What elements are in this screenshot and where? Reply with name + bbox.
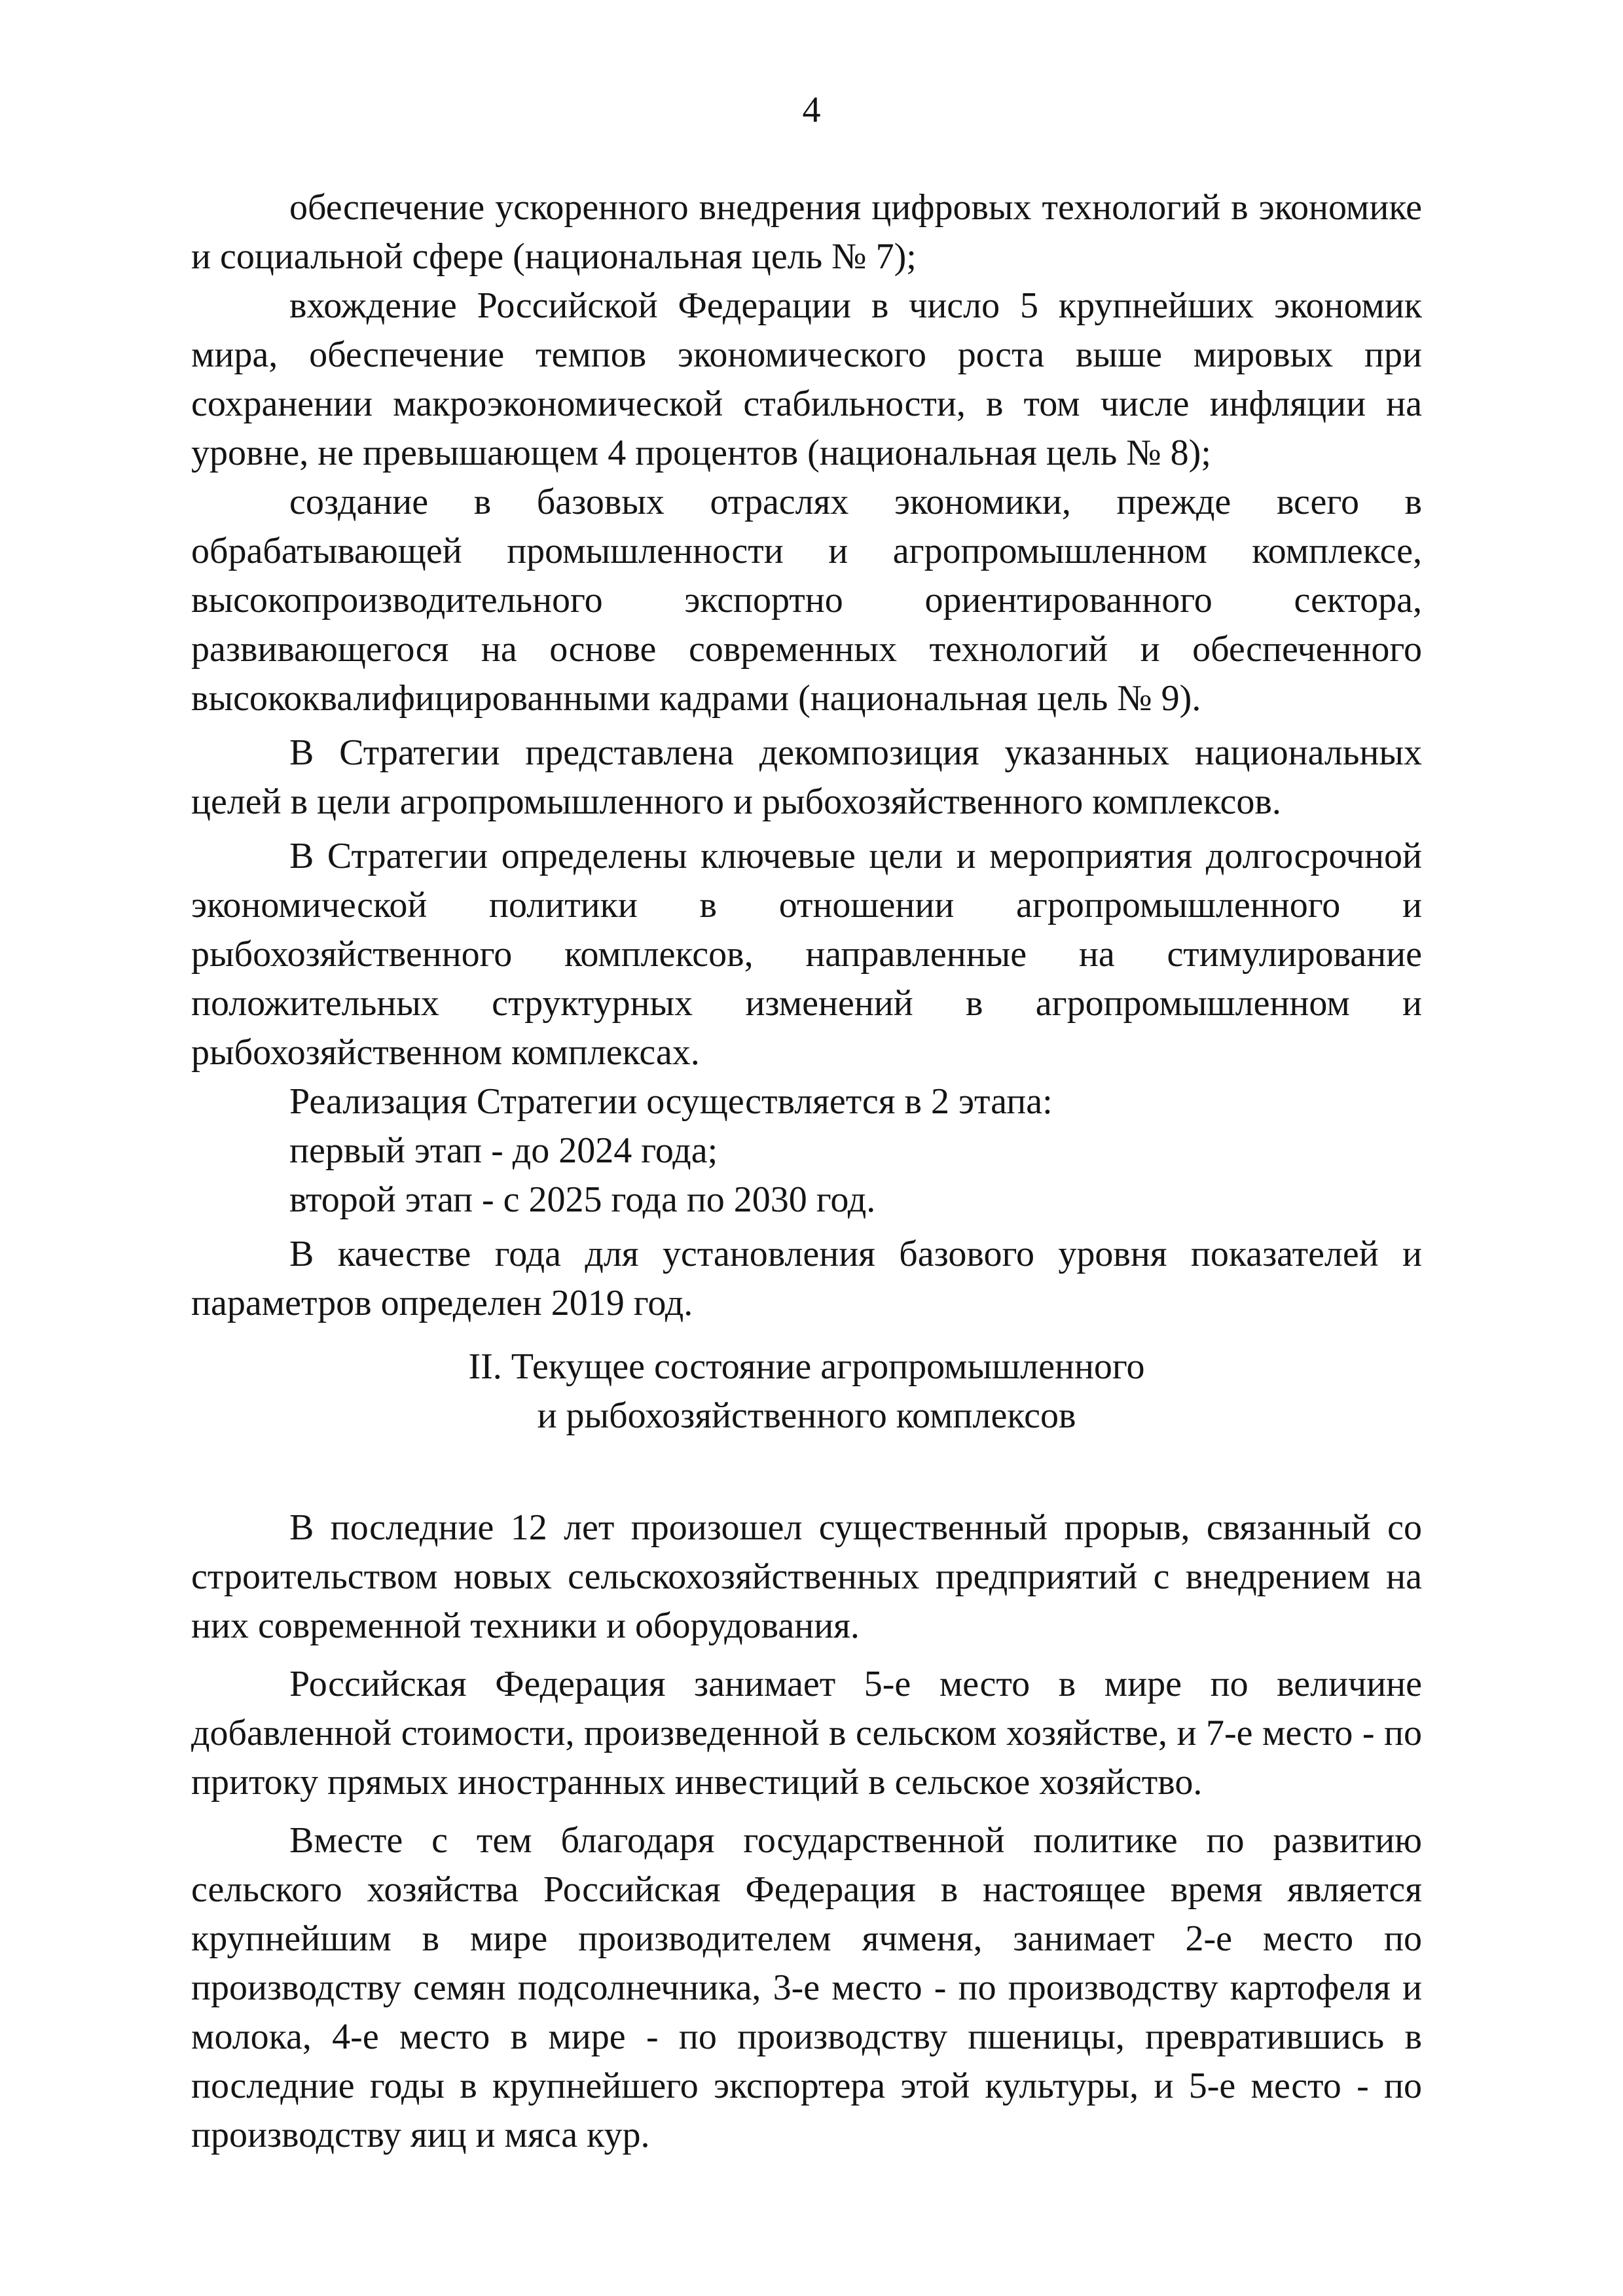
section-heading-line-2: и рыбохозяйственного комплексов <box>537 1395 1076 1436</box>
section-heading-line-1: II. Текущее состояние агропромышленного <box>468 1346 1145 1387</box>
section-heading <box>191 1342 1422 1441</box>
paragraph-stage-1: первый этап - до 2024 года; <box>289 1130 718 1171</box>
paragraph-key-goals: В Стратегии определены ключевые цели и мероприятия долгосрочной экономической политики в отношении агропромышленного и рыбохозяйственного комплексов, направленные на стимулирование положительных структурных изменений в агропромышленном и рыбохозяйственном комплексах. <box>191 836 1422 1073</box>
paragraph-goal-7: обеспечение ускоренного внедрения цифровых технологий в экономике и социальной сфере (национальная цель № 7); <box>191 187 1422 277</box>
paragraph-goal-8: вхождение Российской Федерации в число 5 крупнейших экономик мира, обеспечение темпов экономического роста выше мировых при сохранении макроэкономической стабильности, в том числе инфляции на уровне, не превышающем 4 процентов (национальная цель № 8); <box>191 285 1422 473</box>
paragraph-world-rank: Российская Федерация занимает 5-е место в мире по величине добавленной стоимости, произведенной в сельском хозяйстве, и 7-е место - по притоку прямых иностранных инвестиций в сельское хозяйство. <box>191 1664 1422 1803</box>
paragraph-base-year: В качестве года для установления базового уровня показателей и параметров определен 2019 год. <box>191 1234 1422 1323</box>
paragraph-breakthrough: В последние 12 лет произошел существенный прорыв, связанный со строительством новых сельскохозяйственных предприятий с внедрением на них современной техники и оборудования. <box>191 1507 1422 1646</box>
page-number: 4 <box>802 90 821 130</box>
paragraph-goal-9: создание в базовых отраслях экономики, прежде всего в обрабатывающей промышленности и агропромышленном комплексе, высокопроизводительного экспортно ориентированного сектора, развивающегося на основе современных технологий и обеспеченного высококвалифицированными кадрами (национальная цель № 9). <box>191 482 1422 719</box>
paragraph-production-ranks: Вместе с тем благодаря государственной политике по развитию сельского хозяйства Российская Федерация в настоящее время является крупнейшим в мире производителем ячменя, занимает 2-е место по производству семян подсолнечника, 3-е место - по производству картофеля и молока, 4-е место в мире - по производству пшеницы, превратившись в последние годы в крупнейшего экспортера этой культуры, и 5-е место - по производству яиц и мяса кур. <box>191 1820 1422 2155</box>
paragraph-decomposition: В Стратегии представлена декомпозиция указанных национальных целей в цели агропромышленного и рыбохозяйственного комплексов. <box>191 732 1422 822</box>
paragraph-stage-2: второй этап - с 2025 года по 2030 год. <box>289 1179 876 1220</box>
document-body <box>191 183 1422 2160</box>
paragraph-stages-intro: Реализация Стратегии осуществляется в 2 этапа: <box>289 1081 1053 1122</box>
